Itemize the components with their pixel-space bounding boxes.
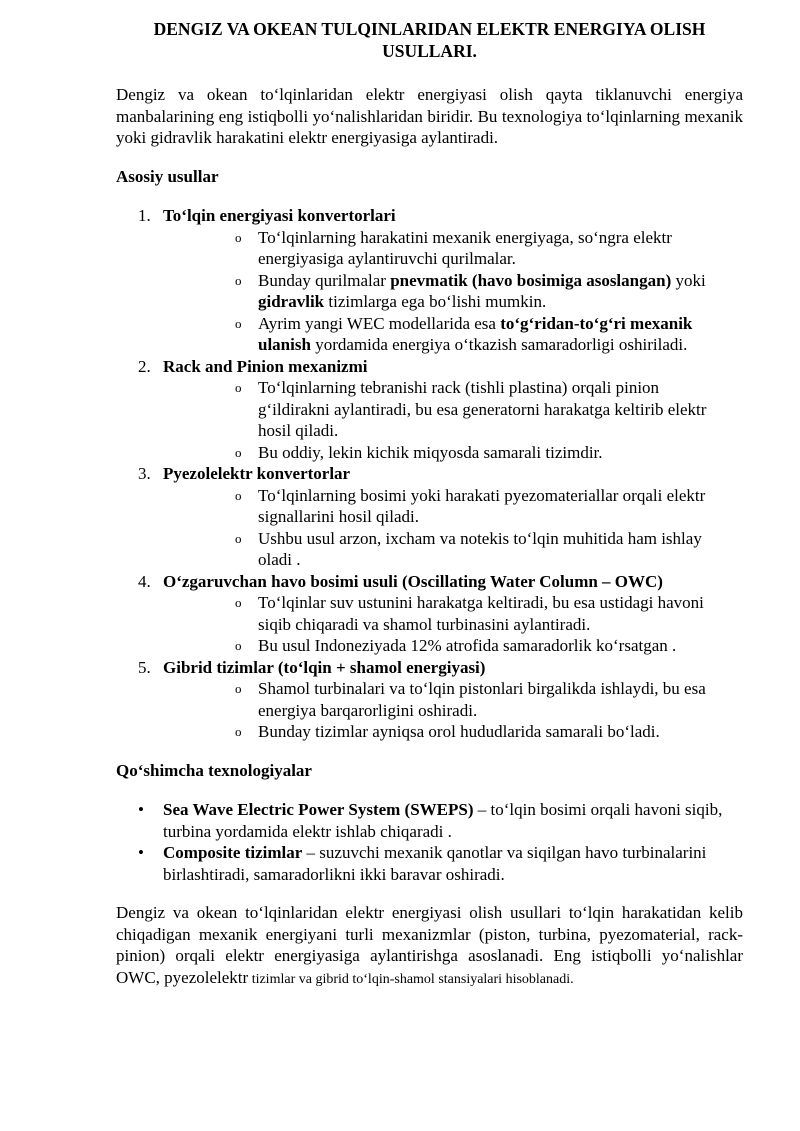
circle-bullet-icon: o [235, 530, 242, 546]
circle-bullet-icon: o [235, 724, 242, 739]
point-text: Ushbu usul arzon, ixcham va notekis to‘lqin muhitida ham ishlay oladi . [258, 528, 702, 569]
bullet-icon: • [138, 800, 144, 819]
circle-bullet-icon: o [235, 229, 242, 245]
method-item [116, 205, 743, 356]
point-bold-text: to‘g‘ridan-to‘g‘ri mexanik ulanish [258, 313, 693, 354]
method-item [116, 657, 743, 743]
point-text: Bunday tizimlar ayniqsa orol hududlarida samarali bo‘ladi. [258, 722, 660, 741]
list-item [235, 592, 743, 635]
document-page [116, 18, 743, 990]
point-text: To‘lqinlarning tebranishi rack (tishli plastina) orqali pinion g‘ildirakni aylantiradi, bu esa generatorni harakatga keltirib elektr hosil qiladi. [258, 378, 707, 440]
method-number: 2. [138, 356, 151, 376]
circle-bullet-icon: o [235, 595, 242, 610]
section-heading-additional-tech: Qo‘shimcha texnologiyalar [116, 760, 312, 780]
method-title: Gibrid tizimlar (to‘lqin + shamol energiyasi) [163, 657, 486, 677]
circle-bullet-icon: o [235, 444, 242, 460]
methods-list [116, 205, 743, 743]
list-item [235, 270, 743, 313]
method-number: 3. [138, 464, 151, 483]
method-item [116, 463, 743, 571]
method-number: 5. [138, 657, 151, 677]
extra-text: – to‘lqin bosimi orqali havoni siqib, turbina yordamida elektr ishlab chiqaradi . [163, 800, 723, 841]
extra-title: Sea Wave Electric Power System (SWEPS) [163, 800, 474, 819]
method-title: To‘lqin energiyasi konvertorlari [163, 206, 396, 225]
method-item [116, 356, 743, 464]
method-points [163, 678, 743, 743]
conclusion-text-small: tizimlar va gibrid to‘lqin-shamol stansiyalari hisoblanadi. [248, 971, 574, 987]
circle-bullet-icon: o [235, 487, 242, 503]
point-text: To‘lqinlarning bosimi yoki harakati pyezomateriallar orqali elektr signallarini hosil qiladi. [258, 485, 706, 526]
list-item [235, 528, 743, 571]
intro-paragraph: Dengiz va okean to‘lqinlaridan elektr energiyasi olish qayta tiklanuvchi energiya manbalarining eng istiqbolli yo‘nalishlaridan biridir. Bu texnologiya to‘lqinlarning mexanik yoki gidravlik harakatini elektr energiyasiga aylantiradi. [116, 85, 743, 147]
list-item [116, 842, 743, 885]
point-text: Shamol turbinalari va to‘lqin pistonlari birgalikda ishlaydi, bu esa energiya barqarorligini oshiradi. [258, 679, 706, 720]
method-title: Pyezolelektr konvertorlar [163, 464, 351, 483]
list-item [116, 799, 743, 842]
list-item [235, 442, 743, 464]
method-number: 4. [138, 571, 151, 591]
point-bold-text: gidravlik [258, 292, 325, 311]
point-bold-text: pnevmatik (havo bosimiga asoslangan) [390, 270, 672, 290]
circle-bullet-icon: o [235, 315, 242, 331]
method-points [163, 227, 743, 356]
bullet-icon: • [138, 843, 144, 862]
method-title: O‘zgaruvchan havo bosimi usuli (Oscillating Water Column – OWC) [163, 571, 663, 591]
extras-list [116, 799, 743, 885]
point-text: tizimlarga ega bo‘lishi mumkin. [324, 292, 547, 311]
point-text: Bu oddiy, lekin kichik miqyosda samarali tizimdir. [258, 442, 603, 462]
document-title: DENGIZ VA OKEAN TULQINLARIDAN ELEKTR ENERGIYA OLISH USULLARI. [153, 19, 706, 61]
point-text: yoki [671, 270, 706, 290]
circle-bullet-icon: o [235, 272, 242, 288]
section-heading-main-methods: Asosiy usullar [116, 166, 219, 186]
list-item [235, 485, 743, 528]
method-points [163, 377, 743, 463]
method-points [163, 485, 743, 571]
list-item [235, 721, 743, 743]
point-text: To‘lqinlar suv ustunini harakatga keltiradi, bu esa ustidagi havoni siqib chiqaradi va shamol turbinasini aylantiradi. [258, 593, 704, 634]
point-text: To‘lqinlarning harakatini mexanik energiyaga, so‘ngra elektr energiyasiga aylantiruvchi qurilmalar. [258, 227, 672, 268]
conclusion-paragraph [116, 902, 743, 990]
conclusion-text: Dengiz va okean to‘lqinlaridan elektr energiyasi olish usullari to‘lqin harakatidan kelib chiqadigan mexanik energiyani turli mexanizmlar (piston, turbina, pyezomaterial, rack-pinion) orqali elektr energiyasiga aylantirishga asoslanadi. Eng istiqbolli yo‘nalishlar OWC, pyezolelektr [116, 903, 743, 987]
method-points [163, 592, 743, 657]
list-item [235, 227, 743, 270]
circle-bullet-icon: o [235, 380, 242, 395]
spacer [116, 885, 743, 902]
method-title: Rack and Pinion mexanizmi [163, 356, 368, 376]
point-text: Bunday qurilmalar [258, 270, 391, 290]
method-item [116, 571, 743, 657]
method-number: 1. [138, 206, 151, 225]
extra-title: Composite tizimlar [163, 843, 303, 862]
circle-bullet-icon: o [235, 681, 242, 696]
point-text: yordamida energiya o‘tkazish samaradorligi oshiriladi. [310, 335, 688, 354]
circle-bullet-icon: o [235, 638, 242, 653]
list-item [235, 635, 743, 657]
point-text: Ayrim yangi WEC modellarida esa [258, 313, 501, 333]
list-item [235, 377, 743, 442]
point-text: Bu usul Indoneziyada 12% atrofida samaradorlik ko‘rsatgan . [258, 636, 677, 655]
list-item [235, 313, 743, 356]
extra-text: – suzuvchi mexanik qanotlar va siqilgan havo turbinalarini birlashtiradi, samaradorlikni ikki baravar oshiradi. [163, 843, 707, 884]
list-item [235, 678, 743, 721]
